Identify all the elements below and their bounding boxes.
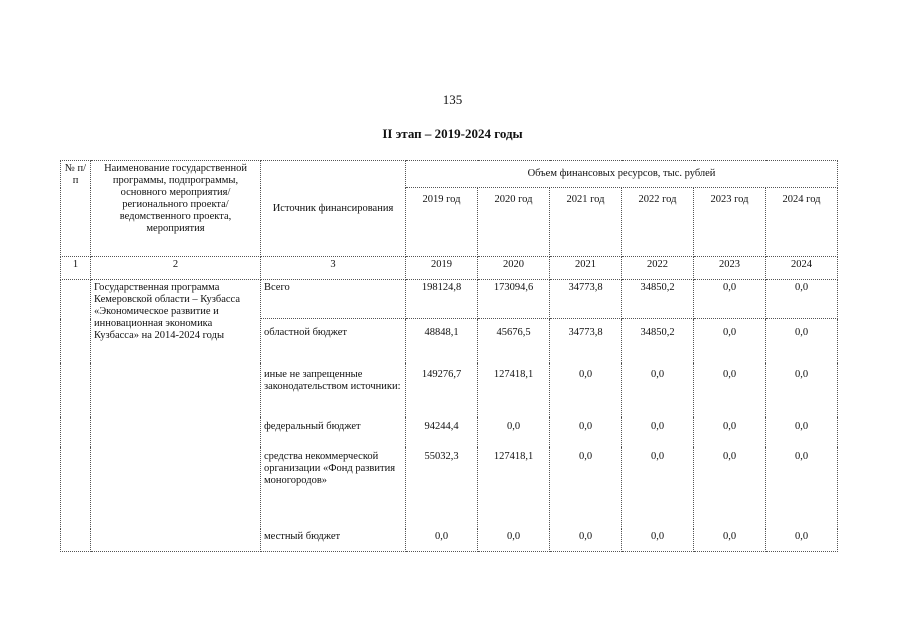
- value-cell: 0,0: [766, 319, 838, 364]
- source-cell: местный бюджет: [261, 529, 406, 552]
- value-cell: 0,0: [550, 447, 622, 529]
- value-cell: 34850,2: [622, 280, 694, 319]
- program-name: Государственная программа Кемеровской области – Кузбасса «Экономическое развитие и инновационная экономика Кузбасса» на 2014-2024 годы: [91, 280, 261, 552]
- value-cell: 0,0: [478, 417, 550, 447]
- value-cell: 0,0: [622, 447, 694, 529]
- header-year: 2022 год: [622, 188, 694, 257]
- header-year: 2020 год: [478, 188, 550, 257]
- index-cell: 2021: [550, 257, 622, 280]
- index-cell: 1: [61, 257, 91, 280]
- source-cell: Всего: [261, 280, 406, 319]
- header-year: 2019 год: [406, 188, 478, 257]
- table-row: [61, 280, 838, 319]
- value-cell: 0,0: [622, 417, 694, 447]
- value-cell: 45676,5: [478, 319, 550, 364]
- index-cell: 2019: [406, 257, 478, 280]
- index-cell: 2020: [478, 257, 550, 280]
- header-year: 2024 год: [766, 188, 838, 257]
- value-cell: 34850,2: [622, 319, 694, 364]
- value-cell: 94244,4: [406, 417, 478, 447]
- value-cell: 0,0: [694, 319, 766, 364]
- stage-title: II этап – 2019-2024 годы: [382, 126, 523, 141]
- index-cell: 2022: [622, 257, 694, 280]
- source-cell: областной бюджет: [261, 319, 406, 364]
- value-cell: 173094,6: [478, 280, 550, 319]
- value-cell: 0,0: [622, 363, 694, 417]
- value-cell: 0,0: [694, 447, 766, 529]
- header-num: № п/п: [61, 161, 91, 257]
- index-cell: 2024: [766, 257, 838, 280]
- value-cell: 0,0: [766, 529, 838, 552]
- source-cell: федеральный бюджет: [261, 417, 406, 447]
- source-cell: иные не запрещенные законодательством источники:: [261, 363, 406, 417]
- value-cell: 0,0: [550, 417, 622, 447]
- page-number: 135: [442, 92, 463, 107]
- index-cell: 3: [261, 257, 406, 280]
- value-cell: 0,0: [550, 529, 622, 552]
- header-source: Источник финансирования: [261, 161, 406, 257]
- header-name: Наименование государственной программы, подпрограммы, основного мероприятия/регионального проекта/ведомственного проекта, мероприятия: [91, 161, 261, 257]
- value-cell: 0,0: [694, 417, 766, 447]
- value-cell: 34773,8: [550, 280, 622, 319]
- value-cell: 48848,1: [406, 319, 478, 364]
- financing-table: [60, 160, 838, 552]
- index-row: [61, 257, 838, 280]
- value-cell: 0,0: [694, 529, 766, 552]
- index-cell: 2: [91, 257, 261, 280]
- value-cell: 0,0: [766, 447, 838, 529]
- header-row: [61, 161, 838, 188]
- header-volume: Объем финансовых ресурсов, тыс. рублей: [406, 161, 838, 188]
- value-cell: 0,0: [766, 280, 838, 319]
- value-cell: 55032,3: [406, 447, 478, 529]
- program-num: [61, 280, 91, 552]
- value-cell: 127418,1: [478, 363, 550, 417]
- value-cell: 0,0: [694, 363, 766, 417]
- value-cell: 198124,8: [406, 280, 478, 319]
- value-cell: 0,0: [550, 363, 622, 417]
- value-cell: 0,0: [694, 280, 766, 319]
- source-cell: средства некоммерческой организации «Фонд развития моногородов»: [261, 447, 406, 529]
- header-year: 2023 год: [694, 188, 766, 257]
- value-cell: 0,0: [406, 529, 478, 552]
- value-cell: 149276,7: [406, 363, 478, 417]
- value-cell: 0,0: [766, 363, 838, 417]
- value-cell: 0,0: [478, 529, 550, 552]
- value-cell: 127418,1: [478, 447, 550, 529]
- value-cell: 0,0: [622, 529, 694, 552]
- value-cell: 34773,8: [550, 319, 622, 364]
- index-cell: 2023: [694, 257, 766, 280]
- value-cell: 0,0: [766, 417, 838, 447]
- header-year: 2021 год: [550, 188, 622, 257]
